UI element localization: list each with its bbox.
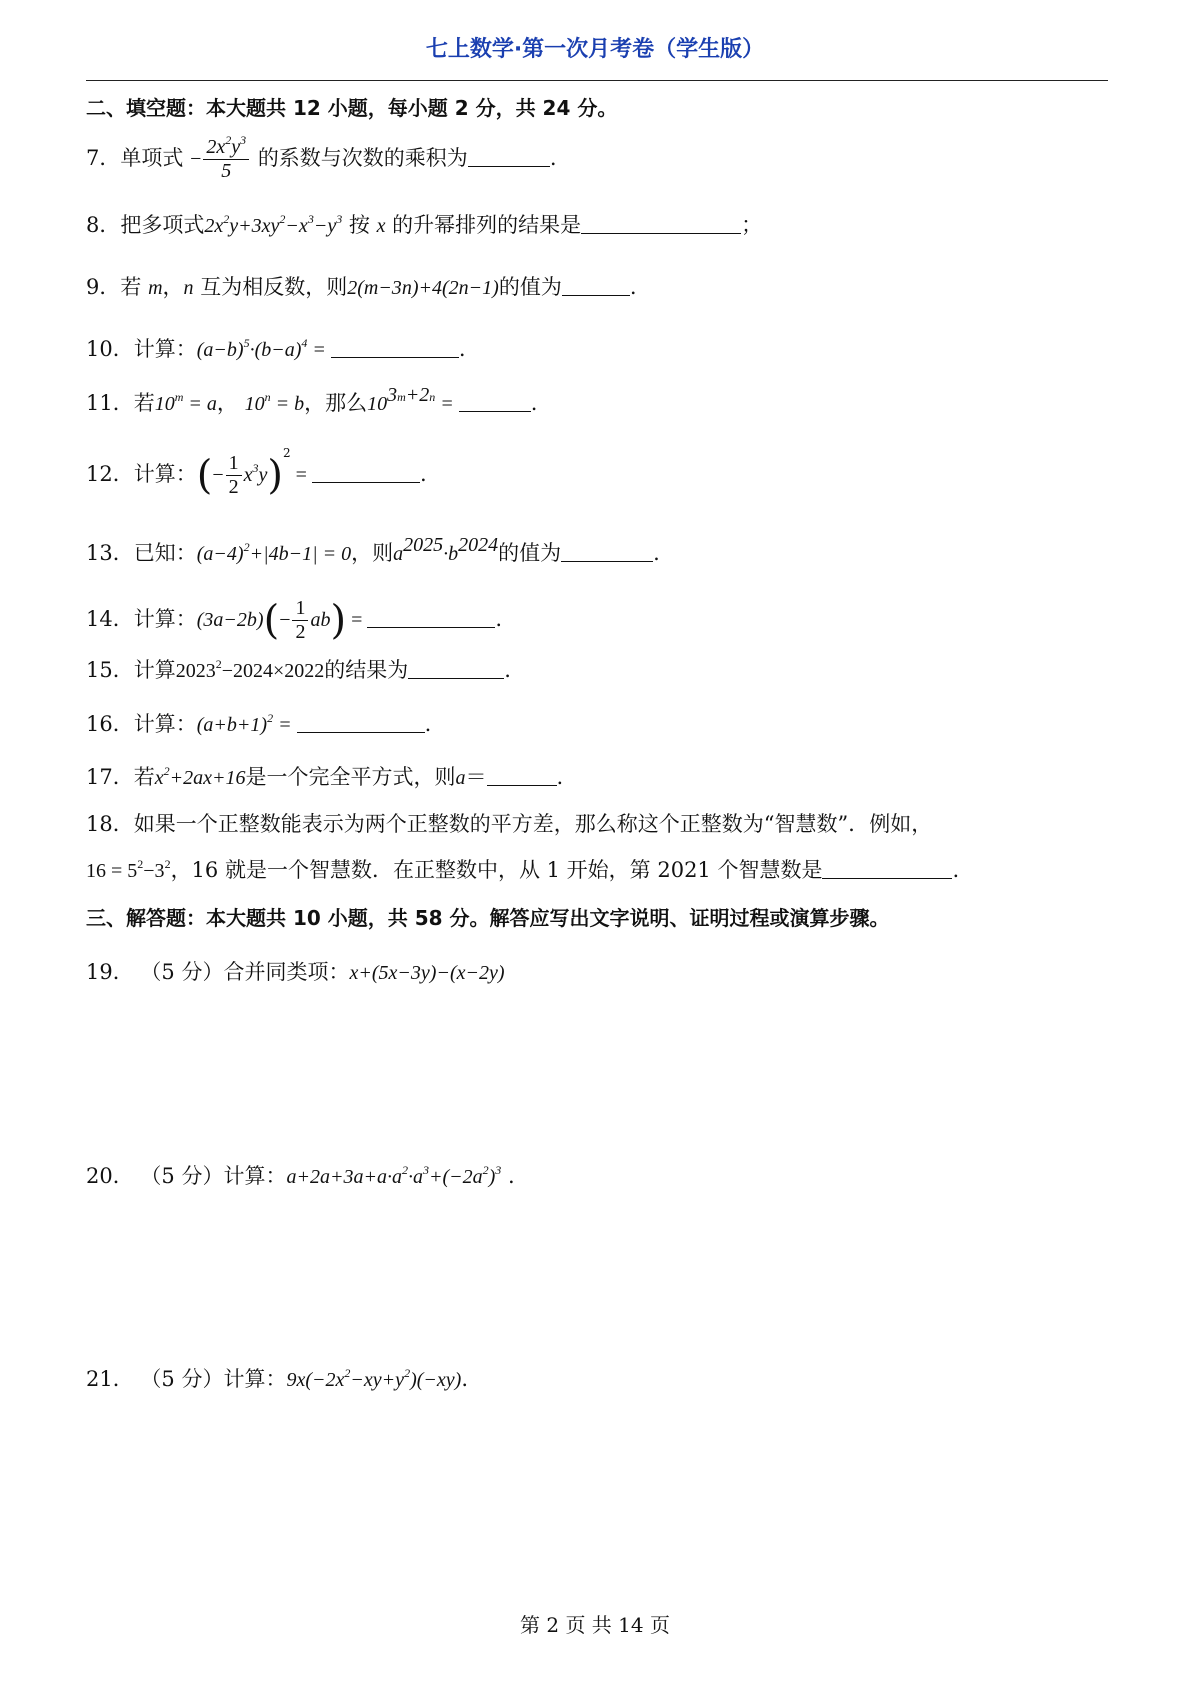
punctuation: . — [424, 712, 432, 736]
page-header: 七上数学·第一次月考卷（学生版） — [425, 37, 765, 62]
question-18-line-1 — [86, 812, 932, 837]
math-paren: ( — [263, 597, 280, 644]
math-expression: $16 = 5^2-3^2$ — [86, 857, 171, 882]
math-expression: $10^m = a$ — [154, 390, 217, 415]
question-text: ，16 就是一个智慧数．在正整数中，从 1 开始，第 2021 个智慧数是 — [170, 858, 823, 882]
question-7 — [86, 133, 557, 183]
punctuation: . — [495, 607, 503, 631]
question-text: 计算： — [133, 607, 197, 631]
question-number: 8． — [86, 213, 121, 237]
math-expression: − — [212, 464, 224, 486]
punctuation: . — [458, 337, 466, 361]
math-expression: m — [148, 277, 163, 299]
math-variable: x — [376, 215, 386, 237]
math-expression: $9x(-2x^2-xy+y^2)(-xy)$ — [286, 1366, 462, 1391]
question-15 — [86, 658, 511, 683]
math-expression: $(a-4)^2+|4b-1| = 0$ — [196, 540, 352, 565]
punctuation: . — [461, 1367, 468, 1391]
math-expression: $(a+b+1)^2$ = — [196, 711, 297, 736]
answer-blank[interactable] — [822, 860, 952, 879]
question-text: 的值为 — [498, 541, 562, 565]
punctuation: . — [549, 146, 557, 170]
question-number: 18． — [86, 812, 134, 836]
question-8 — [86, 213, 762, 238]
math-expression: ab — [310, 609, 331, 631]
question-text: 若 — [133, 765, 155, 789]
math-expression: $(a-b)^5\cdot(b-a)^4$ = — [196, 336, 331, 361]
answer-blank[interactable] — [297, 714, 425, 733]
punctuation: . — [507, 1164, 515, 1188]
question-text: 的结果为 — [324, 658, 409, 682]
question-text: 计算： — [133, 337, 197, 361]
question-text: 如果一个正整数能表示为两个正整数的平方差，那么称这个正整数为“智慧数”．例如， — [133, 812, 933, 836]
math-expression: x+(5x−3y)−(x−2y) — [349, 962, 505, 984]
question-text: 单项式 — [120, 146, 184, 170]
page-footer: 第 2 页 共 14 页 — [520, 1613, 670, 1637]
question-number: 7． — [86, 146, 121, 170]
question-number: 19． — [86, 960, 134, 984]
punctuation: . — [653, 541, 660, 565]
question-10 — [86, 337, 466, 362]
answer-blank[interactable] — [367, 609, 495, 628]
math-expression: $10^{3m+2n}$ = — [367, 384, 459, 415]
question-text: 若 — [133, 391, 155, 415]
question-number: 21． — [86, 1367, 134, 1391]
math-expression: $2x^2y+3xy^2-x^3-y^3$ — [204, 212, 343, 237]
question-text: 的值为 — [498, 275, 562, 299]
math-expression: $a+2a+3a+a\cdot a^2\cdot a^3+(-2a^2)^3$ — [286, 1163, 502, 1188]
punctuation: . — [629, 275, 637, 299]
math-fraction: $\frac{2x^2y^3}{5}$ — [203, 136, 249, 183]
question-text: ，那么 — [304, 391, 368, 415]
question-9: 9．若 m，n 互为相反数，则2(m−3n)+4(2n−1)的值为 . — [86, 275, 637, 299]
question-number: 15． — [86, 658, 134, 682]
math-expression: n — [183, 277, 194, 299]
section-3-title: 三、解答题：本大题共 10 小题，共 58 分。解答应写出文字说明、证明过程或演算步骤。 — [86, 906, 890, 930]
question-text: 计算 — [133, 658, 176, 682]
punctuation: ， — [216, 391, 238, 415]
question-score: （5 分） — [140, 1164, 224, 1188]
math-expression: $a^{2025}\cdot b^{2024}$ — [393, 534, 499, 565]
math-paren: ) — [267, 452, 284, 499]
question-19 — [86, 960, 505, 985]
answer-blank[interactable] — [459, 393, 531, 412]
math-paren: ) — [330, 597, 347, 644]
question-text: 是一个完全平方式，则 — [245, 765, 456, 789]
answer-blank[interactable] — [562, 277, 630, 296]
math-expression: (3a−2b) — [196, 609, 264, 631]
math-paren: ( — [196, 452, 213, 499]
question-text: 已知： — [133, 541, 197, 565]
question-number: 17． — [86, 765, 134, 789]
section-2-title: 二、填空题：本大题共 12 小题，每小题 2 分，共 24 分。 — [86, 96, 618, 120]
answer-blank[interactable] — [561, 543, 653, 562]
question-text: 互为相反数，则 — [200, 275, 348, 299]
punctuation: . — [419, 462, 427, 486]
question-21 — [86, 1367, 468, 1392]
answer-blank[interactable] — [408, 660, 504, 679]
question-text: 把多项式 — [120, 213, 205, 237]
math-expression: $2023^2-2024\times 2022$ — [175, 657, 325, 682]
question-text: 合并同类项： — [223, 960, 350, 984]
question-12: 12．计算：(− $\frac{1}{2}$ $x^3y)^2$ = . — [86, 446, 427, 499]
question-16 — [86, 712, 431, 737]
punctuation: . — [952, 858, 960, 882]
question-score: （5 分） — [140, 960, 224, 984]
punctuation: . — [530, 391, 538, 415]
question-14: 14．计算：(3a−2b)(− $\frac{1}{2}$ ab) = . — [86, 597, 503, 644]
question-number: 13． — [86, 541, 134, 565]
math-expression: − — [279, 609, 291, 631]
answer-blank[interactable] — [312, 464, 420, 483]
question-text: 若 — [120, 275, 142, 299]
question-11 — [86, 384, 538, 416]
question-number: 11． — [86, 391, 134, 415]
question-number: 10． — [86, 337, 134, 361]
punctuation: . — [556, 765, 564, 789]
math-expression: $x^2+2ax+16$ — [154, 764, 246, 789]
math-expression: − — [190, 148, 202, 170]
question-number: 16． — [86, 712, 134, 736]
math-expression: $x^3y$ — [243, 461, 268, 486]
math-variable: a — [455, 767, 466, 789]
question-text: ，则 — [351, 541, 394, 565]
question-number: 9． — [86, 275, 121, 299]
math-fraction: $\frac{1}{2}$ — [292, 597, 308, 644]
answer-blank[interactable] — [581, 215, 741, 234]
question-text: ＝ — [465, 765, 487, 789]
punctuation: . — [504, 658, 511, 682]
question-text: 计算： — [223, 1367, 287, 1391]
question-17 — [86, 765, 563, 790]
header-rule — [86, 80, 1108, 81]
punctuation: ； — [741, 213, 763, 237]
math-fraction: $\frac{1}{2}$ — [226, 452, 242, 499]
answer-blank[interactable] — [468, 148, 550, 167]
math-expression: $10^n = b$ — [244, 390, 305, 415]
question-text: 计算： — [223, 1164, 287, 1188]
question-score: （5 分） — [140, 1367, 224, 1391]
question-text: 的升幂排列的结果是 — [392, 213, 582, 237]
question-20 — [86, 1164, 515, 1189]
question-text: 的系数与次数的乘积为 — [257, 146, 468, 170]
question-number: 12． — [86, 462, 134, 486]
question-18-line-2 — [86, 858, 959, 883]
answer-blank[interactable] — [487, 767, 557, 786]
math-expression: 2(m−3n)+4(2n−1) — [347, 277, 499, 299]
question-text: 计算： — [133, 712, 197, 736]
question-number: 14． — [86, 607, 134, 631]
answer-blank[interactable] — [331, 339, 459, 358]
question-13 — [86, 534, 660, 566]
question-text: 按 — [348, 213, 370, 237]
question-number: 20． — [86, 1164, 134, 1188]
question-text: 计算： — [133, 462, 197, 486]
